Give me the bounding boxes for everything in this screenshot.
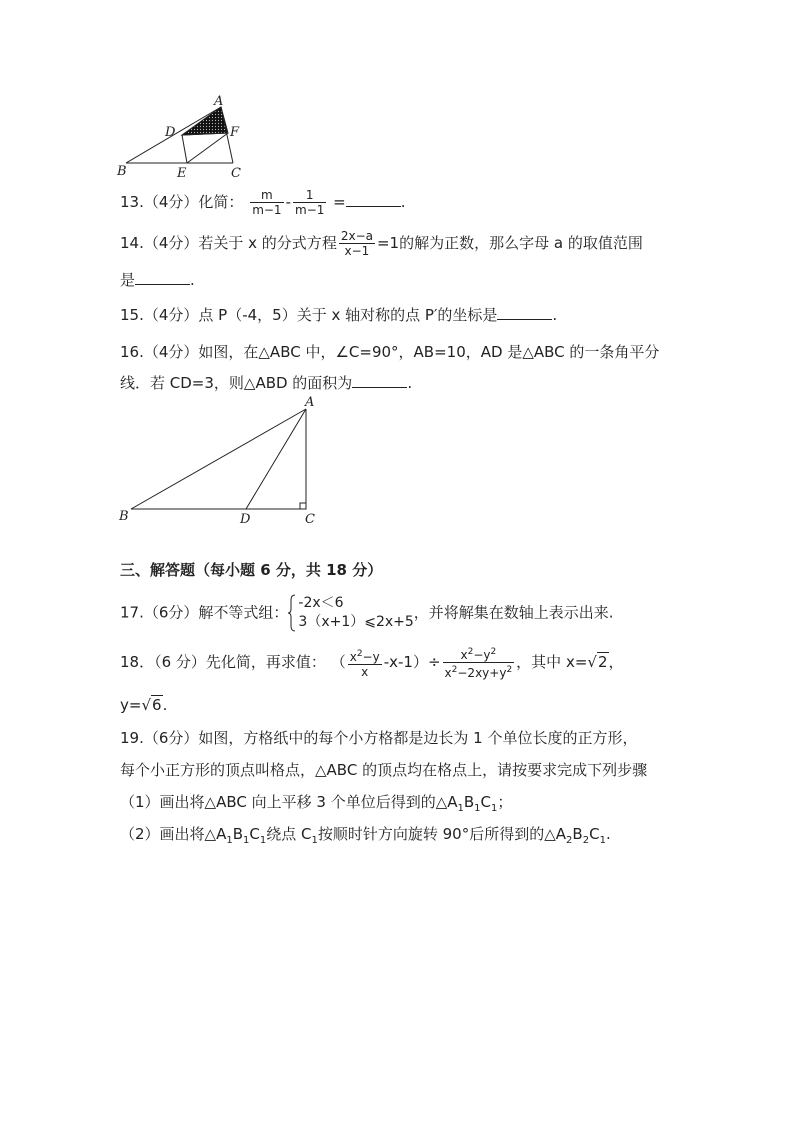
q14-fraction: $\frac{2x-a}{x-1}$ (340, 229, 373, 258)
q15-answer-blank[interactable] (497, 305, 552, 320)
question-18-line2: y=√6. (120, 696, 168, 714)
label-c: C (231, 166, 241, 180)
q16-answer-blank[interactable] (352, 373, 407, 388)
segment-ef (187, 133, 228, 163)
q13-fraction-1: $\frac{m}{m-1}$ (252, 188, 282, 217)
label-a: A (214, 95, 224, 109)
segment-ad (246, 409, 306, 509)
q13-fraction-2: $\frac{1}{m-1}$ (295, 188, 325, 217)
question-18: 18．（6 分）先化简，再求值： （ $\frac{x^2-y}{x}$ -x-1）÷ $\frac{x^2-y^2}{x^2-2xy+y^2}$ ，其中 x=√2， (120, 647, 624, 680)
figure-triangle-def (115, 95, 255, 180)
q13-answer-blank[interactable] (346, 192, 401, 207)
segment-de (182, 135, 187, 163)
q13-prefix: 13.（4分）化简： (120, 193, 244, 211)
question-19-step2: （2）画出将$\triangle A_1B_1C_1$绕点 $C_1$按顺时针方向旋转 90°后所得到的$\triangle A_2B_2C_1$. (120, 825, 611, 846)
shaded-triangle (182, 107, 228, 135)
question-14 (120, 229, 643, 258)
question-19: 19.（6分）如图，方格纸中的每个小方格都是边长为 1 个单位长度的正方形， (120, 729, 638, 747)
label-a: A (305, 395, 315, 410)
question-16-line2: 线．若 CD=3，则△ABD 的面积为 . (120, 374, 413, 392)
label-d: D (165, 125, 176, 140)
section-3-title: 三、解答题（每小题 6 分，共 18 分） (120, 561, 383, 579)
question-19-step1: （1）画出将△ABC 向上平移 3 个单位后得到的$\triangle A_1B_1C_1$； (120, 793, 513, 814)
question-16: 16.（4分）如图，在△ABC 中，∠C=90°，AB=10，AD 是△ABC 的一条角平分 (120, 343, 660, 361)
label-f: F (230, 125, 240, 140)
brace-icon (288, 594, 296, 632)
question-15: 15.（4分）点 P（-4，5）关于 x 轴对称的点 P′的坐标是 . (120, 306, 558, 324)
question-19-line2: 每个小正方形的顶点叫格点，△ABC 的顶点均在格点上，请按要求完成下列步骤 (120, 761, 648, 779)
right-angle-mark (300, 503, 306, 509)
sqrt-2: √2 (587, 653, 608, 671)
figure-right-triangle (112, 394, 327, 526)
q14-answer-blank[interactable] (135, 270, 190, 285)
question-17: 17.（6分）解不等式组： -2x＜6 3（x+1）⩽2x+5 ，并将解集在数轴上表示出来. (120, 595, 614, 630)
question-13: 13.（4分）化简： $\frac{m}{m-1}$ - $\frac{1}{m-1}$ = . (120, 188, 406, 217)
q17-inequality-system: -2x＜6 3（x+1）⩽2x+5 (288, 594, 413, 632)
segment-ba (131, 409, 306, 509)
label-b: B (119, 509, 129, 524)
q13-equals: = (333, 193, 346, 211)
label-c: C (305, 512, 315, 526)
label-d: D (240, 512, 251, 526)
q13-minus: - (285, 193, 291, 211)
sqrt-6: √6 (141, 696, 162, 714)
q14-suffix: =1的解为正数，那么字母 a 的取值范围 (376, 234, 643, 252)
q18-fraction-2: $\frac{x^2-y^2}{x^2-2xy+y^2}$ (444, 647, 513, 680)
q18-fraction-1: $\frac{x^2-y}{x}$ (349, 648, 380, 679)
label-e: E (177, 166, 187, 180)
question-14-line2: 是 . (120, 271, 195, 289)
label-b: B (117, 164, 127, 179)
q14-prefix: 14.（4分）若关于 x 的分式方程 (120, 234, 337, 252)
